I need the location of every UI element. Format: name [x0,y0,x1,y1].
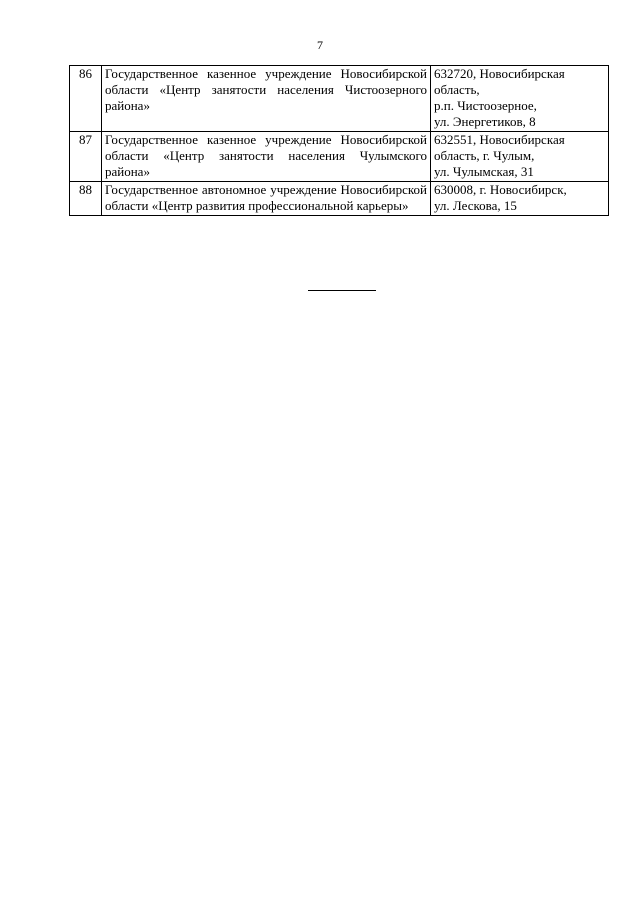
institution-address [431,182,609,216]
address-line: область, [434,82,480,97]
page-number: 7 [317,38,323,52]
row-number: 88 [70,182,102,216]
institution-name: Государственное казенное учреждение Новосибирской области «Центр занятости населения Чистоозерного района» [102,66,431,132]
address-line: ул. Энергетиков, 8 [434,114,536,129]
address-line: р.п. Чистоозерное, [434,98,537,113]
table-row [70,182,609,216]
address-line: 630008, г. Новосибирск, [434,182,567,197]
institutions-table [69,65,609,216]
address-line: 632720, Новосибирская [434,66,565,81]
closing-divider [308,290,376,291]
table-row [70,132,609,182]
row-number: 86 [70,66,102,132]
address-line: 632551, Новосибирская [434,132,565,147]
table-row [70,66,609,132]
institution-address [431,132,609,182]
row-number: 87 [70,132,102,182]
address-line: область, г. Чулым, [434,148,535,163]
address-line: ул. Лескова, 15 [434,198,517,213]
institution-address [431,66,609,132]
institution-name: Государственное казенное учреждение Новосибирской области «Центр занятости населения Чулымского района» [102,132,431,182]
institution-name: Государственное автономное учреждение Новосибирской области «Центр развития профессиональной карьеры» [102,182,431,216]
address-line: ул. Чулымская, 31 [434,164,534,179]
